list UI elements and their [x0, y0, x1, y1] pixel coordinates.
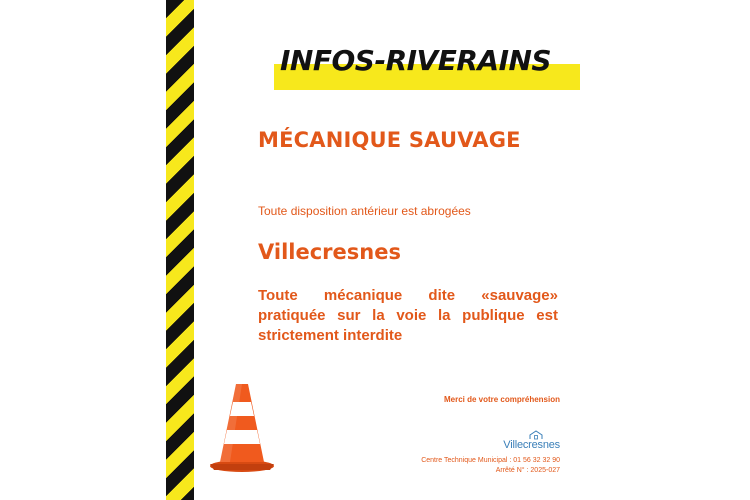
notice-body: Toute mécanique dite «sauvage» pratiquée sur la voie la publique est strictement interdite [258, 287, 558, 344]
notice-title: MÉCANIQUE SAUVAGE [258, 128, 521, 152]
town-logo [503, 430, 560, 451]
traffic-cone-icon [206, 380, 278, 474]
contact-phone: Centre Technique Municipal : 01 56 32 32 90 [421, 457, 560, 464]
town-name: Villecresnes [258, 240, 401, 264]
thanks-note: Merci de votre compréhension [443, 395, 560, 404]
logo-text: Villecresnes [503, 439, 560, 451]
hazard-stripe [166, 0, 194, 500]
header-title: INFOS-RIVERAINS [280, 44, 552, 77]
order-number: Arrêté N° : 2025-027 [495, 467, 560, 474]
abrogation-note: Toute disposition antérieur est abrogées [258, 204, 471, 218]
notice-poster [166, 0, 584, 500]
